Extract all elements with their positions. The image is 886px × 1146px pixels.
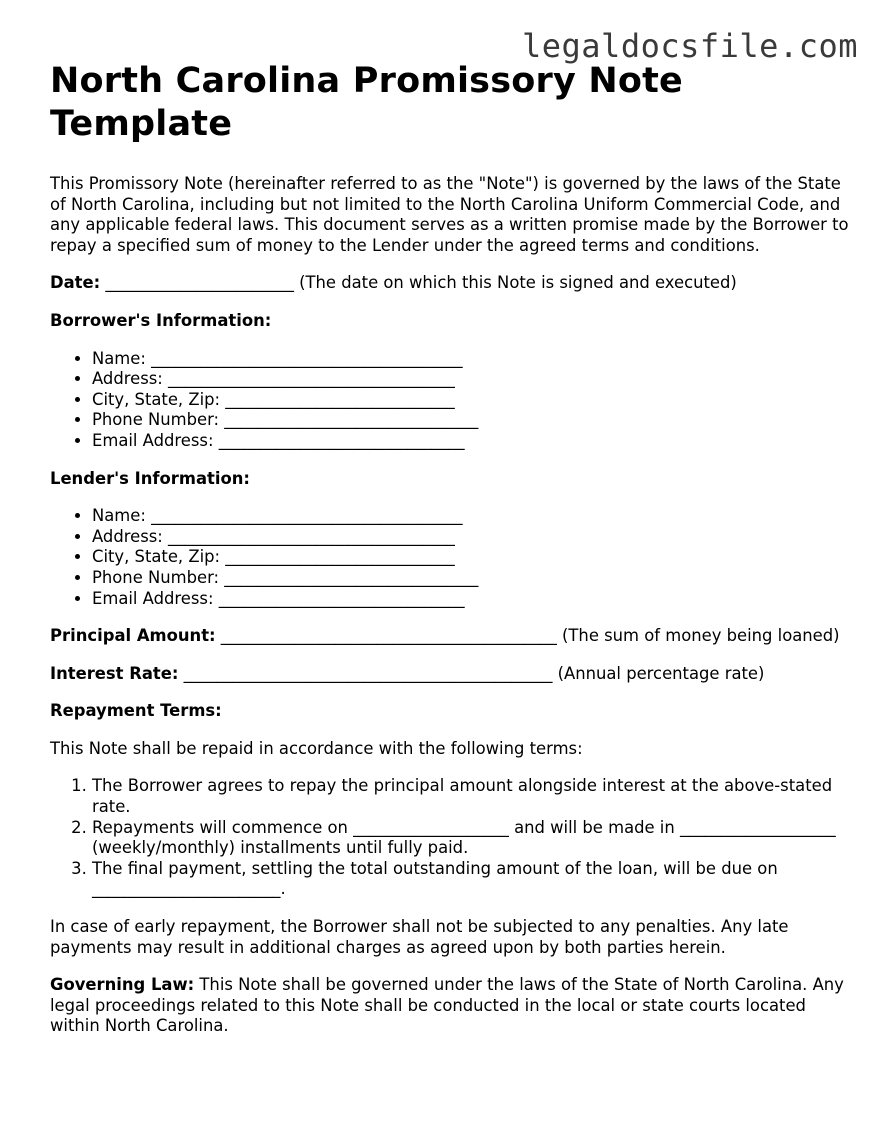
borrower-heading: Borrower's Information: bbox=[50, 310, 272, 330]
lender-phone-field: • Phone Number: _______________________________ bbox=[92, 568, 850, 589]
date-line bbox=[50, 273, 850, 294]
document-body bbox=[50, 60, 850, 1037]
intro-paragraph: This Promissory Note (hereinafter referred to as the "Note") is governed by the laws of the State of North Carolina, including but not limited to the North Carolina Uniform Commercial Code, and any applicable federal laws. This document serves as a written promise made by the Borrower to repay a specified sum of money to the Lender under the agreed terms and conditions. bbox=[50, 174, 849, 255]
date-field: _______________________ (The date on which this Note is signed and executed) bbox=[100, 273, 737, 293]
governing-law-label: Governing Law: bbox=[50, 975, 195, 995]
governing-law-text: This Note shall be governed under the laws of the State of North Carolina. Any legal proceedings related to this Note shall be conducted in the local or state courts located within North Carolina. bbox=[50, 975, 844, 1036]
interest-rate-field: _____________________________________________ (Annual percentage rate) bbox=[178, 663, 765, 683]
lender-fields-list bbox=[50, 506, 850, 609]
interest-rate-label: Interest Rate: bbox=[50, 663, 179, 683]
lender-city-state-zip-field: • City, State, Zip: ____________________________ bbox=[92, 547, 850, 568]
governing-law-paragraph bbox=[50, 975, 850, 1037]
borrower-name-field: • Name: ______________________________________ bbox=[92, 349, 850, 370]
borrower-city-state-zip-field: • City, State, Zip: ____________________________ bbox=[92, 390, 850, 411]
principal-amount-label: Principal Amount: bbox=[50, 626, 216, 646]
lender-heading: Lender's Information: bbox=[50, 468, 250, 488]
lender-name-field: • Name: ______________________________________ bbox=[92, 506, 850, 527]
principal-amount-field: _________________________________________ (The sum of money being loaned) bbox=[215, 626, 840, 646]
site-watermark: legaldocsfile.com bbox=[521, 27, 858, 65]
repayment-intro: This Note shall be repaid in accordance with the following terms: bbox=[50, 738, 583, 758]
repayment-term: 3. The final payment, settling the total outstanding amount of the loan, will be due on _______________________. bbox=[92, 859, 850, 900]
repayment-terms-list bbox=[50, 776, 850, 900]
page-title: North Carolina Promissory Note Template bbox=[50, 61, 683, 144]
lender-address-field: • Address: ___________________________________ bbox=[92, 527, 850, 548]
early-repayment-paragraph: In case of early repayment, the Borrower shall not be subjected to any penalties. Any late payments may result in additional charges as agreed upon by both parties herein. bbox=[50, 917, 789, 957]
borrower-address-field: • Address: ___________________________________ bbox=[92, 369, 850, 390]
repayment-term: 2. Repayments will commence on ___________________ and will be made in ___________________ (weekly/monthly) installments until fully paid. bbox=[92, 818, 850, 859]
principal-amount-line bbox=[50, 626, 850, 647]
borrower-phone-field: • Phone Number: _______________________________ bbox=[92, 410, 850, 431]
repayment-heading: Repayment Terms: bbox=[50, 701, 222, 721]
repayment-term: 1. The Borrower agrees to repay the principal amount alongside interest at the above-stated rate. bbox=[92, 776, 850, 817]
date-label: Date: bbox=[50, 273, 101, 293]
borrower-email-field: • Email Address: ______________________________ bbox=[92, 431, 850, 452]
lender-email-field: • Email Address: ______________________________ bbox=[92, 589, 850, 610]
borrower-fields-list bbox=[50, 349, 850, 452]
interest-rate-line bbox=[50, 664, 850, 685]
